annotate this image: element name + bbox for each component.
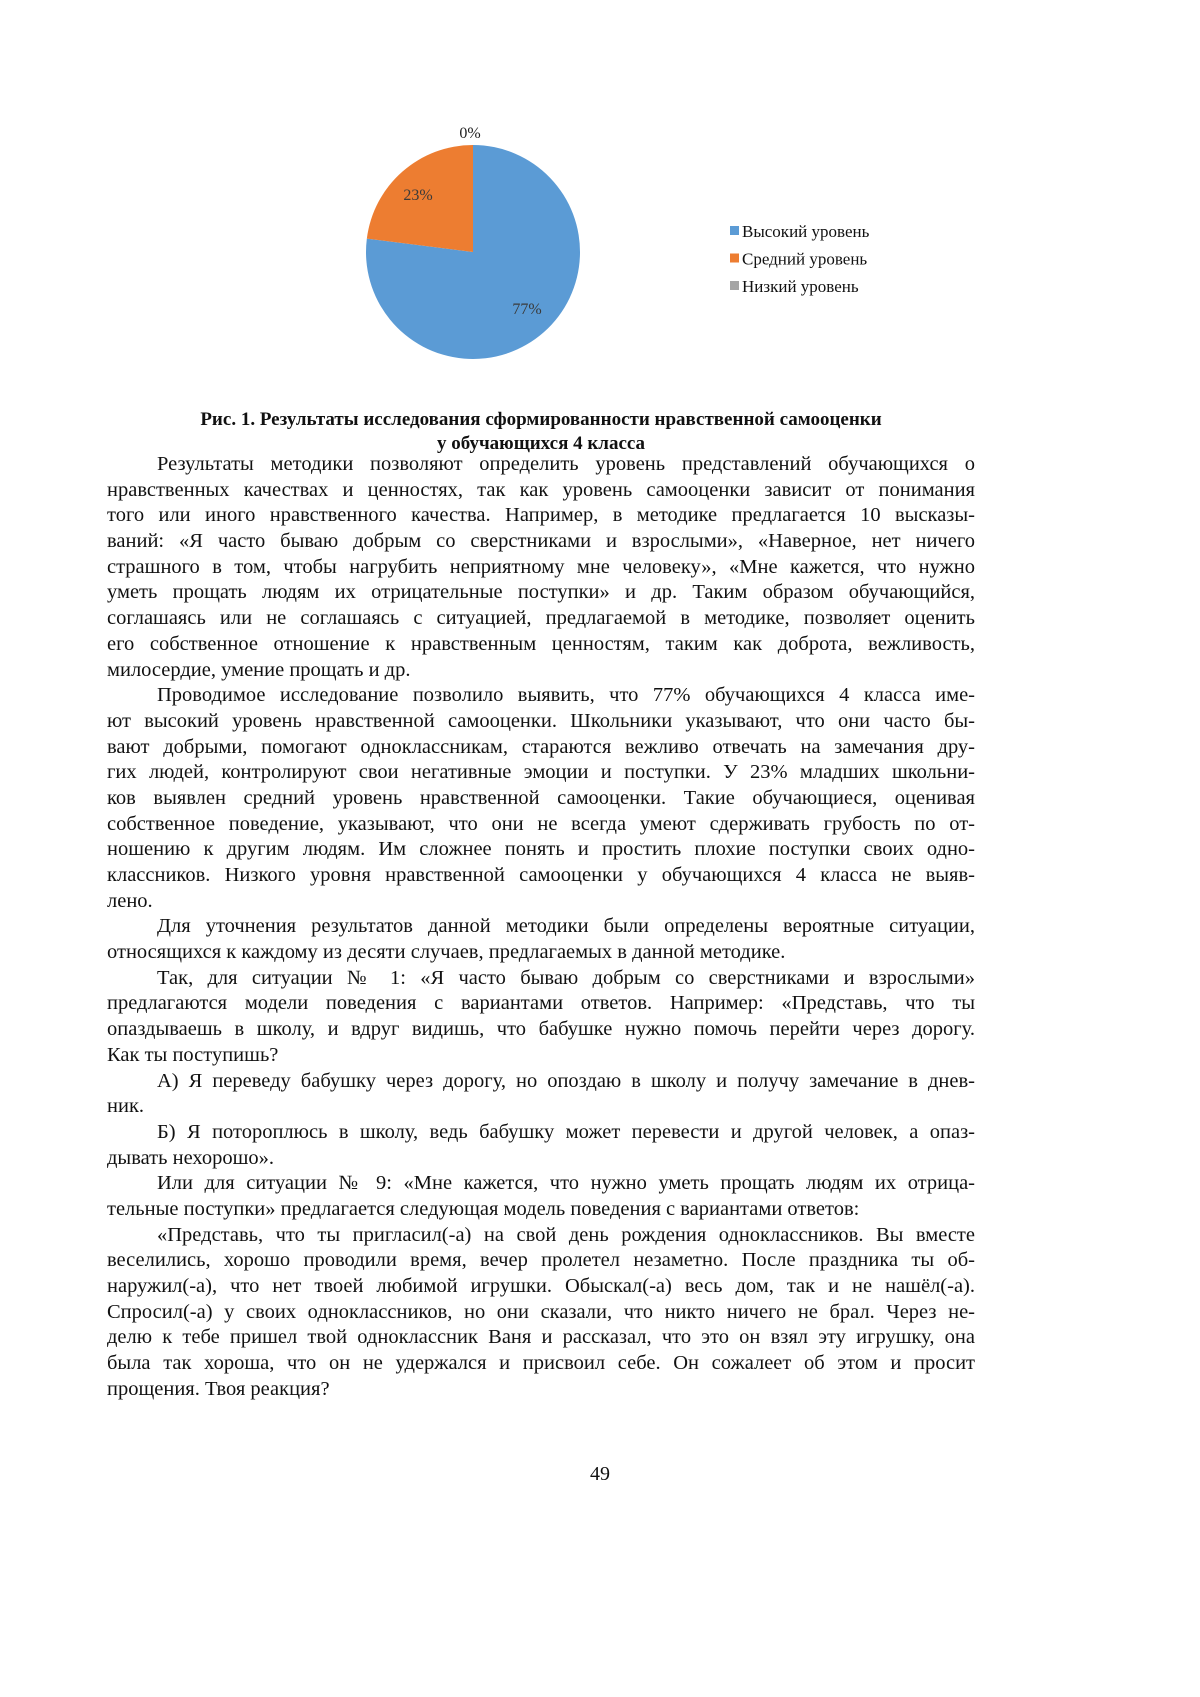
legend-label: Низкий уровень [742,277,859,296]
text-line: ношению к другим людям. Им сложнее понять и простить плохие поступки своих одно- [107,837,975,863]
text-line: милосердие, умение прощать и др. [107,658,975,684]
text-line: «Представь, что ты пригласил(-а) на свой день рождения одноклассников. Вы вместе [107,1223,975,1249]
data-label: 77% [512,301,541,318]
text-line: Результаты методики позволяют определить уровень представлений обучающихся о [107,452,975,478]
text-line: делю к тебе пришел твой одноклассник Ваня и рассказал, что это он взял эту игрушку, она [107,1325,975,1351]
text-line: ник. [107,1094,975,1120]
body-text [107,452,975,1402]
text-line: наружил(-а), что нет твоей любимой игрушки. Обыскал(-а) весь дом, так и не нашёл(-а). [107,1274,975,1300]
text-line: его собственное отношение к нравственным ценностям, таким как доброта, вежливость, [107,632,975,658]
text-line: того или иного нравственного качества. Например, в методике предлагается 10 высказы- [107,503,975,529]
text-line: А) Я переведу бабушку через дорогу, но опоздаю в школу и получу замечание в днев- [107,1069,975,1095]
text-line: классников. Низкого уровня нравственной самооценки у обучающихся 4 класса не выяв- [107,863,975,889]
paragraph [107,914,975,965]
text-line: Или для ситуации № 9: «Мне кажется, что нужно уметь прощать людям их отрица- [107,1171,975,1197]
legend-swatch [730,254,739,263]
text-line: вают добрыми, помогают одноклассникам, стараются вежливо отвечать на замечания дру- [107,735,975,761]
text-line: нравственных качествах и ценностях, так как уровень самооценки зависит от понимания [107,478,975,504]
text-line: лено. [107,889,975,915]
text-line: уметь прощать людям их отрицательные поступки» и др. Таким образом обучающийся, [107,580,975,606]
figure-caption-line-2: у обучающихся 4 класса [107,432,975,456]
text-line: опаздываешь в школу, и вдруг видишь, что бабушке нужно помочь перейти через дорогу. [107,1017,975,1043]
text-line: страшного в том, чтобы нагрубить неприятному мне человеку», «Мне кажется, что нужно [107,555,975,581]
text-line: собственное поведение, указывают, что они не всегда умеют сдерживать грубость по от- [107,812,975,838]
text-line: тельные поступки» предлагается следующая модель поведения с вариантами ответов: [107,1197,975,1223]
paragraph [107,683,975,914]
text-line: соглашаясь или не соглашаясь с ситуацией, предлагаемой в методике, позволяет оценить [107,606,975,632]
text-line: прощения. Твоя реакция? [107,1377,975,1403]
paragraph [107,966,975,1069]
paragraph [107,1171,975,1222]
text-line: гих людей, контролируют свои негативные эмоции и поступки. У 23% младших школьни- [107,760,975,786]
text-line: была так хороша, что он не удержался и присвоил себе. Он сожалеет об этом и просит [107,1351,975,1377]
paragraph [107,452,975,683]
text-line: Как ты поступишь? [107,1043,975,1069]
legend-label: Средний уровень [742,250,867,269]
text-line: ют высокий уровень нравственной самооценки. Школьники указывают, что они часто бы- [107,709,975,735]
text-line: Спросил(-а) у своих одноклассников, но они сказали, что никто ничего не брал. Через не- [107,1300,975,1326]
data-label: 0% [459,125,480,142]
text-line: веселились, хорошо проводили время, вечер пролетел незаметно. После праздника ты об- [107,1248,975,1274]
text-line: Б) Я потороплюсь в школу, ведь бабушку может перевести и другой человек, а опаз- [107,1120,975,1146]
text-line: Для уточнения результатов данной методики были определены вероятные ситуации, [107,914,975,940]
text-line: дывать нехорошо». [107,1146,975,1172]
pie-chart [0,0,1200,400]
paragraph [107,1223,975,1403]
data-label: 23% [403,187,432,204]
legend-label: Высокий уровень [742,222,870,241]
figure-caption-line-1: Рис. 1. Результаты исследования сформированности нравственной самооценки [107,408,975,432]
page-number: 49 [0,1463,1200,1486]
text-line: ваний: «Я часто бываю добрым со сверстниками и взрослыми», «Наверное, нет ничего [107,529,975,555]
text-line: Так, для ситуации № 1: «Я часто бываю добрым со сверстниками и взрослыми» [107,966,975,992]
legend-swatch [730,226,739,235]
text-line: Проводимое исследование позволило выявить, что 77% обучающихся 4 класса име- [107,683,975,709]
text-line: ков выявлен средний уровень нравственной самооценки. Такие обучающиеся, оценивая [107,786,975,812]
text-line: относящихся к каждому из десяти случаев, предлагаемых в данной методике. [107,940,975,966]
paragraph [107,1069,975,1120]
text-line: предлагаются модели поведения с вариантами ответов. Например: «Представь, что ты [107,991,975,1017]
legend-swatch [730,281,739,290]
paragraph [107,1120,975,1171]
